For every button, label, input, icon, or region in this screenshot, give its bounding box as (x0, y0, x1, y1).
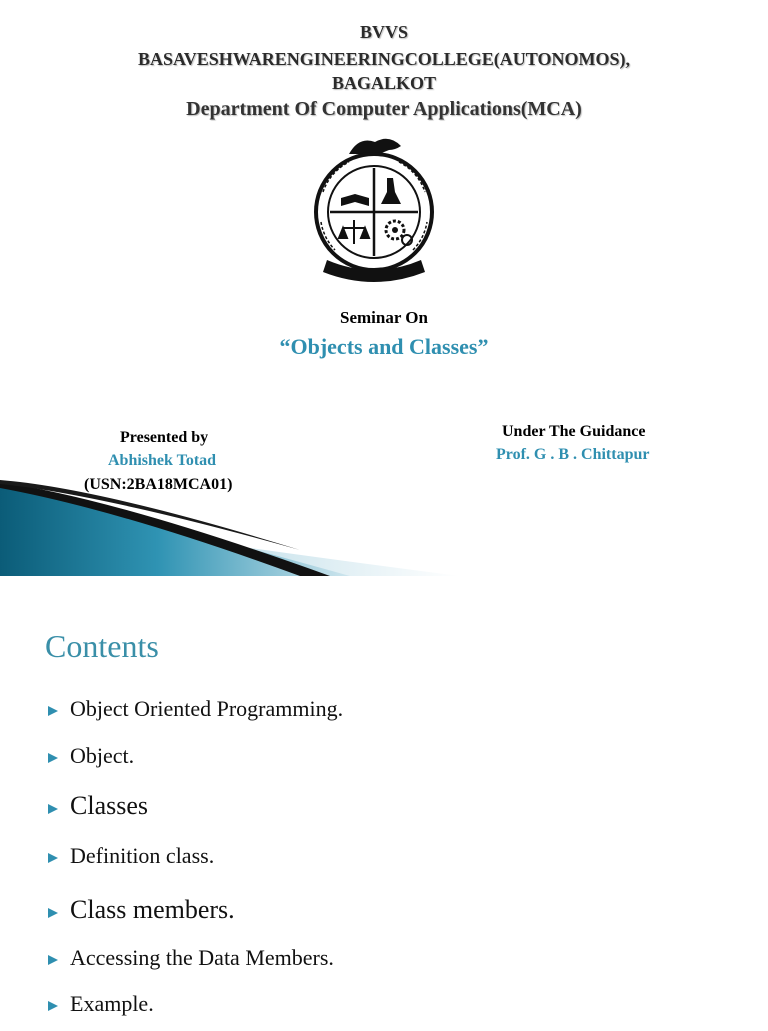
department-name: Department Of Computer Applications(MCA) (186, 98, 582, 120)
college-name: BASAVESHWARENGINEERINGCOLLEGE(AUTONOMOS), (138, 49, 630, 69)
triangle-bullet-icon (48, 753, 58, 763)
list-item: Definition class. (48, 843, 343, 895)
list-item: Object Oriented Programming. (48, 696, 343, 743)
triangle-bullet-icon (48, 1001, 58, 1011)
list-item: Class members. (48, 895, 343, 945)
decorative-swoosh (0, 480, 460, 576)
triangle-bullet-icon (48, 853, 58, 863)
triangle-bullet-icon (48, 804, 58, 814)
triangle-bullet-icon (48, 908, 58, 918)
triangle-bullet-icon (48, 706, 58, 716)
list-item: Accessing the Data Members. (48, 945, 343, 991)
college-abbrev: BVVS (359, 22, 408, 42)
contents-title: Contents (45, 628, 159, 664)
contents-list (48, 696, 343, 1031)
triangle-bullet-icon (48, 955, 58, 965)
contents-slide (0, 600, 768, 1024)
list-item: Example. (48, 991, 343, 1031)
list-item: Object. (48, 743, 343, 791)
college-city: BAGALKOT (331, 73, 437, 93)
seminar-label: Seminar On (339, 308, 428, 327)
guidance-label: Under The Guidance (502, 423, 646, 440)
presented-by-label: Presented by (120, 429, 209, 446)
guide-name: Prof. G . B . Chittapur (496, 446, 650, 463)
presenter-usn: (USN:2BA18MCA01) (84, 476, 233, 493)
college-emblem-icon (309, 132, 439, 286)
list-item: Classes (48, 791, 343, 843)
presenter-name: Abhishek Totad (108, 452, 217, 469)
seminar-topic: “Objects and Classes” (279, 334, 489, 359)
